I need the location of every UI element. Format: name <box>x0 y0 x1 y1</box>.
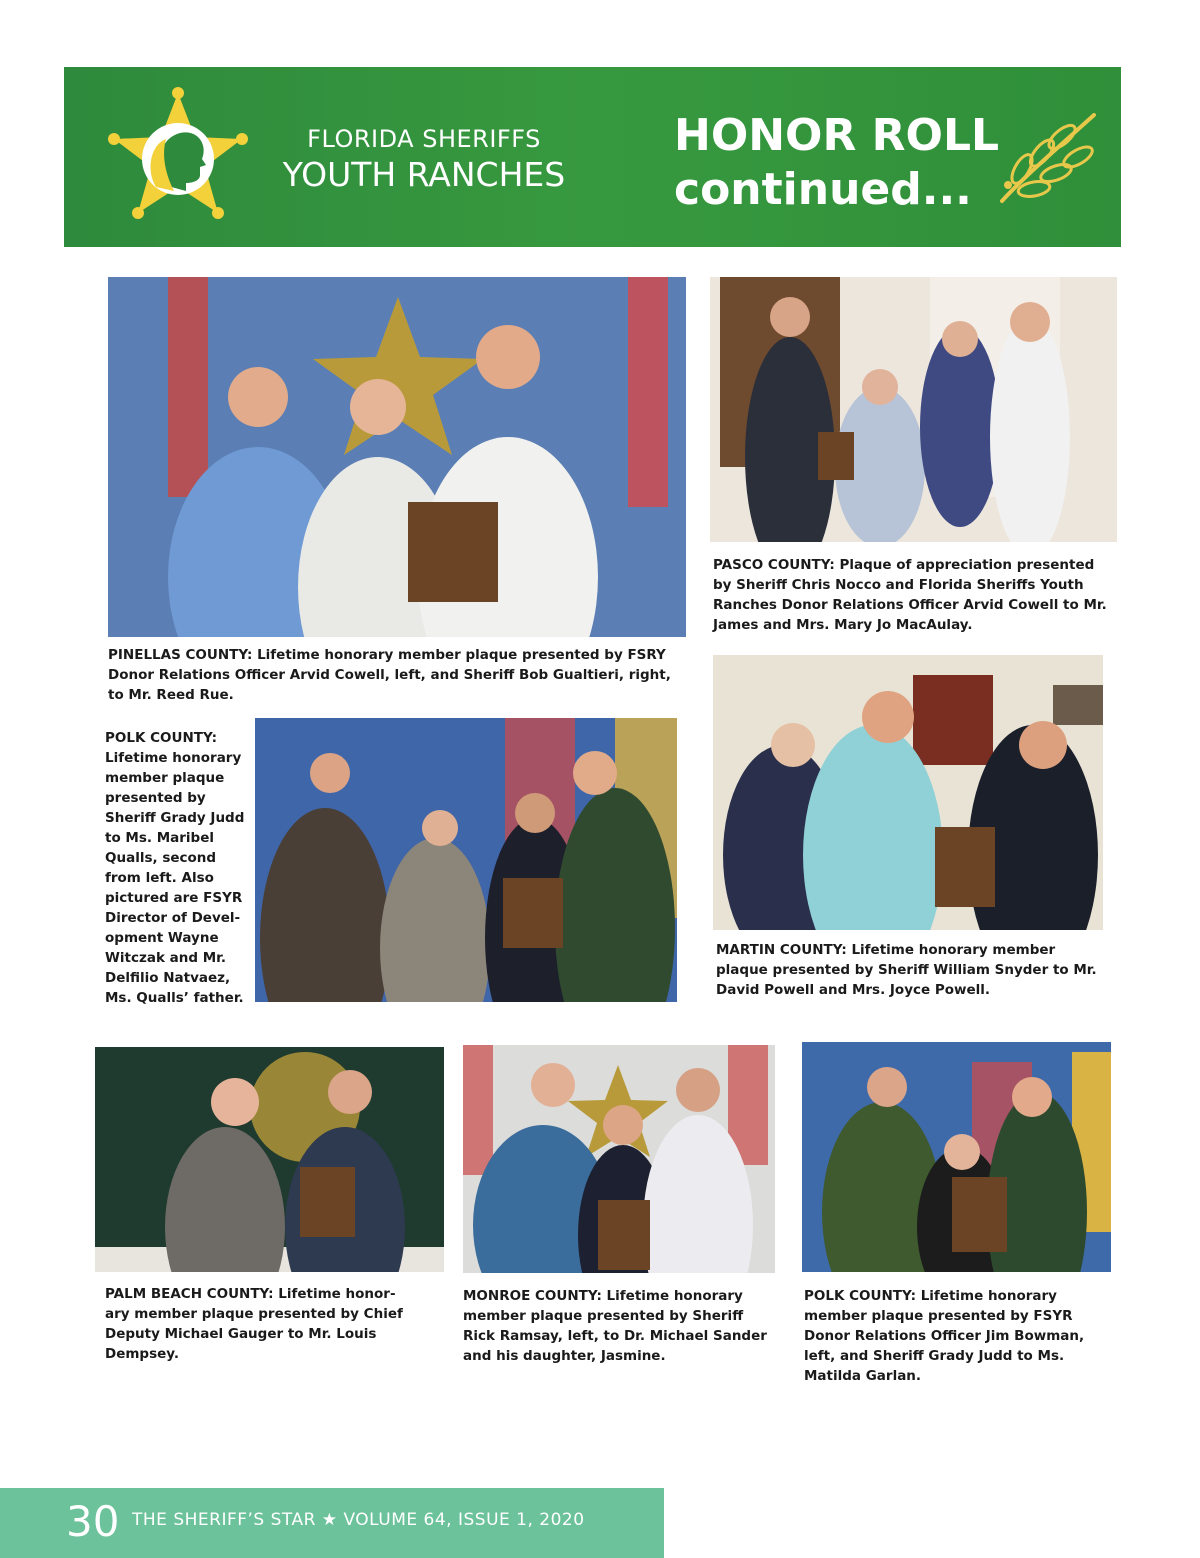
org-line-2: YOUTH RANCHES <box>282 155 566 194</box>
publication-info: THE SHERIFF’S STAR ★ VOLUME 64, ISSUE 1, 2020 <box>132 1510 585 1530</box>
caption-martin-county: MARTIN COUNTY: Lifetime honorary member plaque presented by Sheriff William Snyder to Mr. David Powell and Mrs. Joyce Powell. <box>716 942 1097 998</box>
caption-pinellas-county: PINELLAS COUNTY: Lifetime honorary member plaque presented by FSRY Donor Relations Officer Arvid Cowell, left, and Sheriff Bob Gualtieri, right, to Mr. Reed Rue. <box>108 647 671 703</box>
page-number: 30 <box>66 1497 120 1546</box>
photo-palm-beach-county <box>95 1047 444 1272</box>
photo-pasco-county <box>710 277 1117 542</box>
organization-name <box>274 125 574 194</box>
title-line-1: HONOR ROLL <box>674 110 1000 161</box>
photo-pinellas-county <box>108 277 686 637</box>
caption-polk-county-2: POLK COUNTY: Lifetime honorary member plaque presented by FSYR Donor Relations Officer Jim Bowman, left, and Sheriff Grady Judd to Ms. Matilda Garlan. <box>804 1288 1085 1384</box>
photo-martin-county <box>713 655 1103 930</box>
laurel-branch-icon <box>994 107 1104 207</box>
page-footer <box>0 1488 664 1558</box>
sheriffs-star-logo-icon <box>104 87 252 227</box>
page-title <box>674 109 999 217</box>
header-banner <box>64 67 1121 247</box>
caption-monroe-county: MONROE COUNTY: Lifetime honorary member plaque presented by Sheriff Rick Ramsay, left, to Dr. Michael Sander and his daughter, Jasmine. <box>463 1288 767 1364</box>
caption-polk-county-1: POLK COUNTY: Lifetime honorary member plaque presented by Sheriff Grady Judd to Ms. Maribel Qualls, second from left. Also pictured are FSYR Director of Devel-opment Wayne Witczak and Mr. Delfilio Natvaez, Ms. Qualls’ father. <box>105 730 245 1006</box>
org-line-1: FLORIDA SHERIFFS <box>307 125 541 153</box>
photo-polk-county-2 <box>802 1042 1111 1272</box>
title-line-2: continued... <box>674 164 972 215</box>
caption-pasco-county: PASCO COUNTY: Plaque of appreciation presented by Sheriff Chris Nocco and Florida Sheriffs Youth Ranches Donor Relations Officer Arvid Cowell to Mr. James and Mrs. Mary Jo MacAulay. <box>713 557 1107 633</box>
photo-polk-county-1 <box>255 718 677 1002</box>
photo-monroe-county <box>463 1045 775 1273</box>
caption-palm-beach-county: PALM BEACH COUNTY: Lifetime honor-ary member plaque presented by Chief Deputy Michael Gauger to Mr. Louis Dempsey. <box>105 1286 403 1362</box>
